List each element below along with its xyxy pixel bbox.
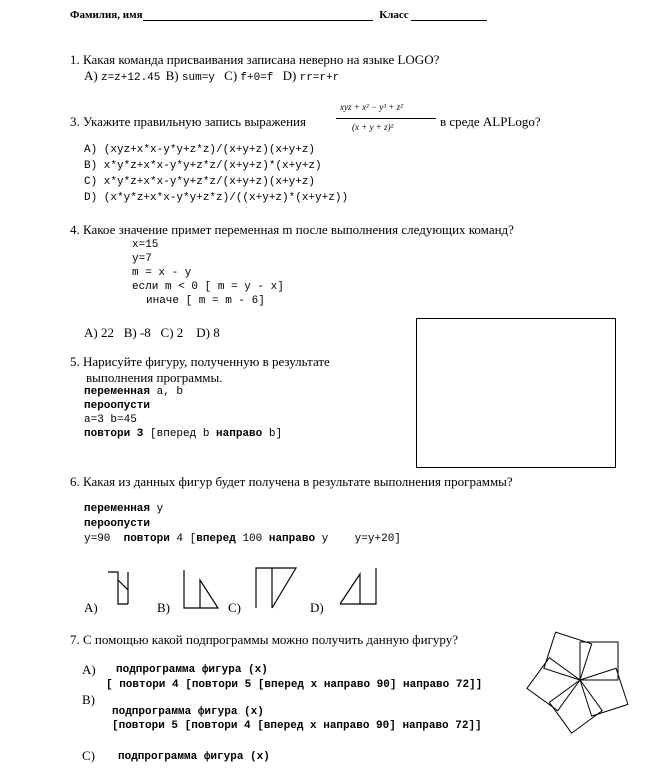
q4-code-line: если m < 0 [ m = y - x]	[132, 281, 284, 293]
q6-label-c: C)	[228, 600, 241, 615]
q1-text: 1. Какая команда присваивания записана неверно на языке LOGO?	[70, 52, 440, 67]
q1-option-a-letter: A)	[84, 68, 98, 83]
q2-option-a: A) (xyz+x*x-y*y+z*z)/(x+y+z)(x+y+z)	[84, 144, 316, 156]
keyword: переменная	[84, 386, 151, 398]
figure-square	[544, 632, 592, 680]
figure-square	[549, 680, 602, 733]
code-text: b]	[262, 428, 283, 440]
q4-code-line: m = x - y	[132, 267, 192, 279]
code-text: 4 [	[169, 533, 197, 545]
code-text: y=90	[84, 533, 124, 545]
q7-a-line2: [ повтори 4 [повтори 5 [вперед x направо 90] направо 72]]	[106, 679, 483, 691]
q1-option-c-letter: C)	[224, 68, 238, 83]
keyword: переменная	[84, 503, 151, 515]
keyword: пероопусти	[84, 518, 151, 530]
q4-code-line: y=7	[132, 253, 152, 265]
q6-label-d: D)	[310, 600, 324, 615]
q7-a-label: A)	[82, 662, 96, 677]
code-text: [вперед	[143, 428, 203, 440]
q7-c-line1: подпрограмма фигура (x)	[118, 751, 270, 763]
code-text: b	[202, 428, 210, 440]
code-text: y	[150, 503, 164, 515]
q6-label-b: B)	[157, 600, 170, 615]
code-text: a, b	[150, 386, 184, 398]
class-label: Класс	[379, 9, 409, 21]
q1-option-b-letter: B)	[165, 68, 179, 83]
keyword: вперед	[196, 533, 236, 545]
q7-b-line2: [повтори 5 [повтори 4 [вперед x направо 90] направо 72]]	[112, 720, 482, 732]
q6-text: 6. Какая из данных фигур будет получена в результате выполнения программы?	[70, 474, 513, 489]
keyword: повтори	[123, 533, 170, 545]
q1-option-c-code: f+0=f	[240, 72, 274, 84]
q4-code-line: иначе [ m = m - 6]	[146, 295, 265, 307]
figure-square	[527, 658, 580, 711]
q1-option-d-code: rr=r+r	[299, 72, 340, 84]
q7-b-line1: подпрограмма фигура (x)	[112, 706, 264, 718]
code-text: 100	[235, 533, 269, 545]
code-text: y y=y+20]	[315, 533, 401, 545]
q1-option-d-letter: D)	[282, 68, 297, 83]
keyword: направо	[268, 533, 316, 545]
q4-options: A) 22 B) -8 C) 2 D) 8	[84, 325, 220, 340]
q6-label-a: A)	[84, 600, 98, 615]
q1-option-b-code: sum=y	[181, 72, 215, 84]
figure-square	[580, 668, 628, 716]
q5-code-line-3: a=3 b=45	[84, 414, 137, 426]
keyword: пероопусти	[84, 400, 151, 412]
formula-denominator: (x + y + z)²	[352, 122, 394, 132]
q7-a-line1: подпрограмма фигура (x)	[116, 664, 268, 676]
q5-text-line2: выполнения программы.	[86, 370, 223, 385]
q5-text-line1: 5. Нарисуйте фигуру, полученную в результате	[70, 354, 330, 369]
q2-text-before: 3. Укажите правильную запись выражения	[70, 114, 306, 129]
keyword: повтори 3	[84, 428, 144, 440]
q2-option-b: B) x*y*z+x*x-y*y+z*z/(x+y+z)*(x+y+z)	[84, 160, 322, 172]
q4-code-line: x=15	[132, 239, 159, 251]
name-label: Фамилия, имя	[70, 9, 143, 21]
formula-numerator: xyz + x² − y³ + z²	[340, 102, 403, 112]
q7-c-label: C)	[82, 748, 95, 763]
q7-text: 7. С помощью какой подпрограммы можно получить данную фигуру?	[70, 632, 458, 647]
q7-figure	[527, 632, 628, 733]
q4-text: 4. Какое значение примет переменная m после выполнения следующих команд?	[70, 222, 514, 237]
q2-text-after: в среде ALPLogo?	[440, 114, 541, 129]
q2-option-c: C) x*y*z+x*x-y*y+z*z/(x+y+z)(x+y+z)	[84, 176, 316, 188]
q7-b-label: B)	[82, 692, 95, 707]
q1-option-a-code: z=z+12.45	[100, 72, 161, 84]
keyword: направо	[209, 428, 263, 440]
q2-option-d: D) (x*y*z+x*x-y*y+z*z)/((x+y+z)*(x+y+z))	[84, 192, 349, 204]
